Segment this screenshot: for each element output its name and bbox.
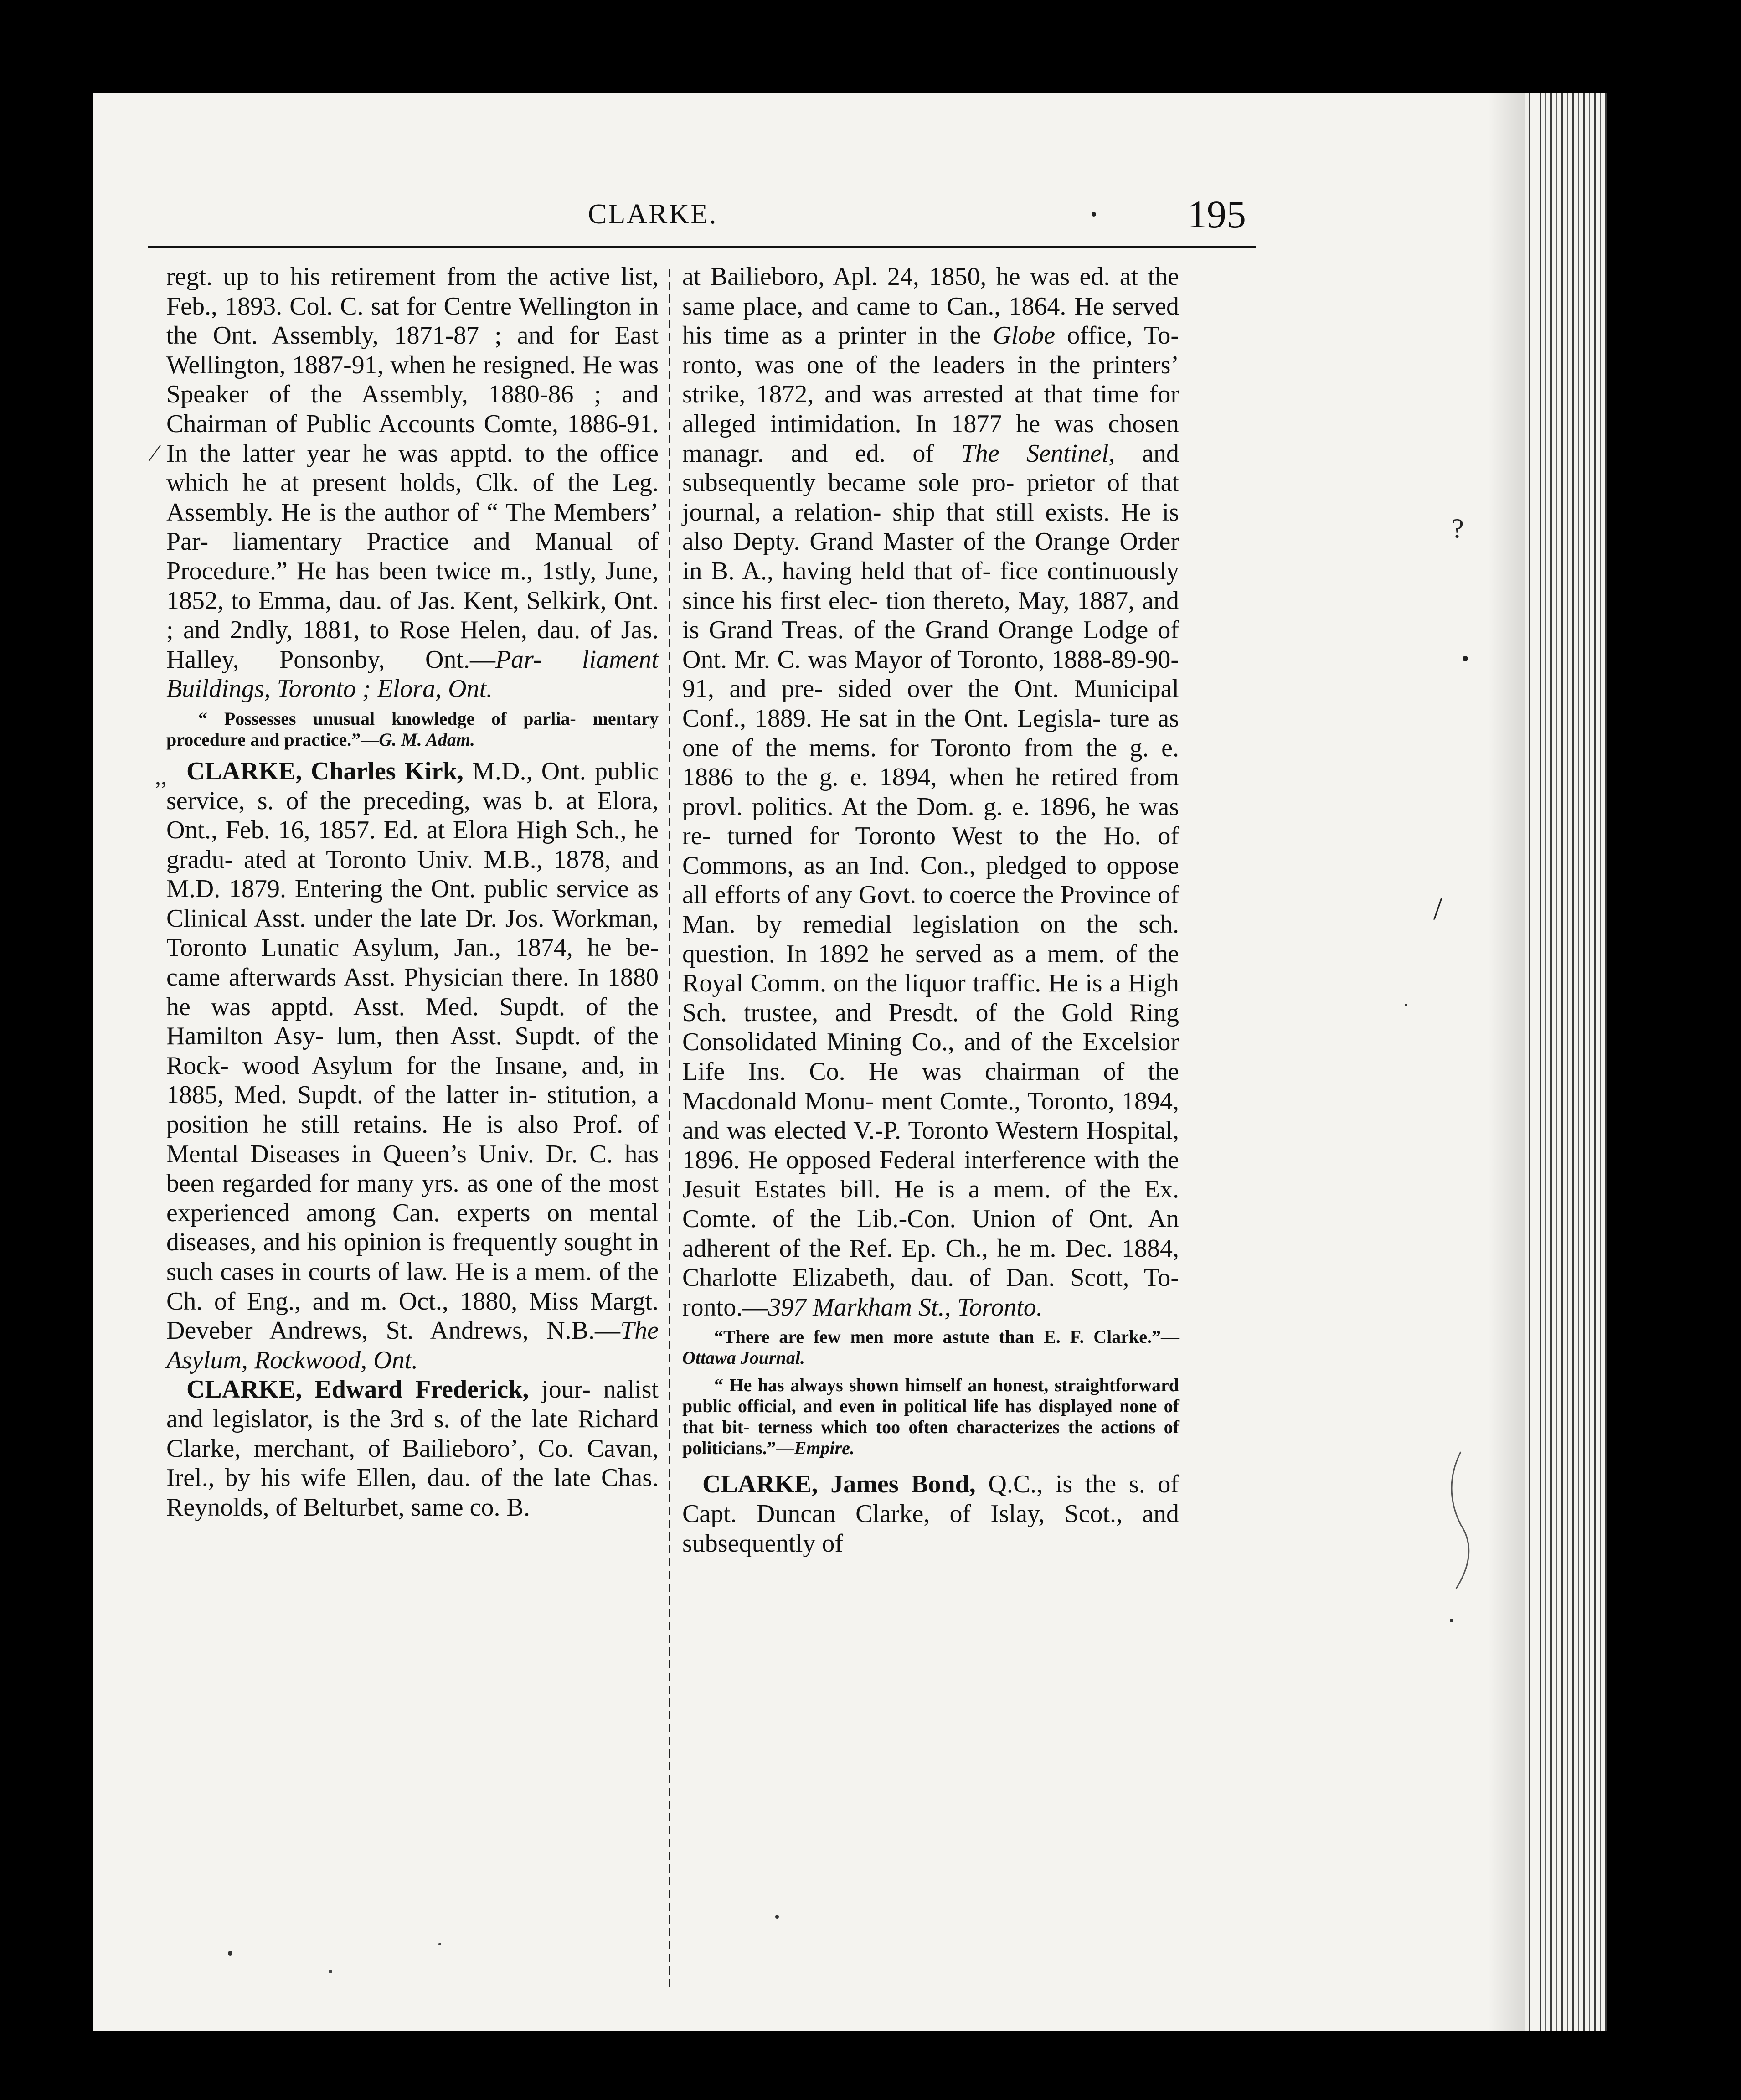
text-line: the office which he at present holds, — [166, 439, 659, 497]
text-line: Ring Consolidated Mining Co., and of — [682, 998, 1180, 1057]
text-line: at Bailieboro, Apl. 24, 1850, he was — [682, 263, 1070, 291]
text-line: public service, s. of the preceding, — [166, 757, 659, 815]
text-line: Lodge of Ont. Mr. C. was Mayor — [682, 616, 1180, 674]
text-line: arrested at that time for alleged — [682, 380, 1179, 438]
text-line: Oct., 1880, Miss Margt. Deveber — [166, 1287, 659, 1345]
text-line: Grand Treas. of the Grand Orange — [709, 616, 1074, 645]
text-line: In the latter year he was apptd. to — [166, 439, 545, 468]
text-line: At the Dom. g. e. 1896, he was re- — [682, 792, 1179, 851]
text-line: prietor of that journal, a relation- — [682, 469, 1179, 526]
text-line: ated at Toronto Univ. M.B., 1878, — [243, 845, 611, 874]
text-line: Govt. to coerce the Province of Man. — [682, 881, 1179, 939]
text-line: wood Asylum for the Insane, and, — [242, 1051, 625, 1080]
text-line: trustee, and Presdt. of the Gold — [743, 998, 1113, 1027]
text-line: when he retired from provl. politics. — [682, 763, 1179, 821]
text-line: M.D., Ont. — [472, 757, 586, 785]
text-line: jour- — [541, 1375, 591, 1404]
text-line: by remedial legislation on the sch. — [756, 910, 1180, 939]
text-line: office, To- — [1055, 321, 1180, 350]
text-line: Jas. Halley, Ponsonby, Ont.— — [166, 616, 659, 674]
quote-source: G. M. Adam. — [379, 729, 475, 750]
text-line: opinion is frequently sought in such — [166, 1228, 659, 1286]
text-line: his wife Ellen, dau. of the late Chas. — [261, 1464, 659, 1492]
running-head: CLARKE. — [588, 199, 718, 230]
text-line: of Jas. Kent, Selkirk, Ont. ; and — [166, 586, 659, 645]
text-line: turned for Toronto West to the Ho. — [727, 822, 1141, 851]
text-line: was b. at Elora, Ont., Feb. 16, 1857. — [166, 786, 659, 845]
text-line: and M.D. 1879. Entering the Ont. — [166, 845, 659, 903]
text-line: Ont. An adherent of the Ref. Ep. — [682, 1205, 1179, 1263]
quote-source: Ottawa Journal. — [682, 1347, 805, 1368]
text-line: ment Comte., Toronto, 1894, and — [682, 1087, 1179, 1145]
address-italic: The — [620, 1316, 659, 1345]
text-line: Depty. Grand Master of the Orange — [733, 527, 1110, 556]
text-line: of Toronto, 1888-89-90-91, and pre- — [682, 645, 1180, 703]
newspaper-title: The Sentinel, — [961, 439, 1115, 468]
text-line: of Commons, as an Ind. Con., — [682, 822, 1179, 880]
address-italic: liament Buildings, Toronto ; Elora, — [166, 645, 659, 703]
margin-mark: ,, — [155, 764, 167, 790]
text-line: question. In 1892 he served as a — [682, 939, 1036, 968]
text-line: public service as Clinical Asst. under — [166, 875, 659, 933]
text-line: of Public Accounts Comte, 1886-91. — [276, 409, 659, 438]
entry-name: CLARKE, James Bond, — [702, 1470, 976, 1499]
text-line: ture as one of the mems. for Toronto — [682, 704, 1180, 762]
address-italic: 397 Markham St., Toronto. — [768, 1293, 1043, 1321]
text-line: Comte. of the Lib.-Con. Union of — [682, 1205, 1073, 1233]
quote-text: “ Possesses unusual knowledge of parlia- mentary procedure and practice.”— — [166, 708, 659, 750]
text-line: there. In 1880 he was apptd. Asst. — [166, 963, 659, 1021]
text-line: 2ndly, 1881, to Rose Helen, dau. of — [230, 616, 612, 645]
text-line: and subsequently became sole pro- — [682, 439, 1179, 497]
text-line: interference with the Jesuit Estates — [682, 1145, 1180, 1204]
text-line: the Excelsior Life Ins. Co. He was — [682, 1028, 1179, 1086]
text-line: regarded for many yrs. as one of — [222, 1169, 562, 1198]
text-line: Q.C., is — [988, 1470, 1073, 1499]
text-line: sided over the Ont. Municipal Conf., — [682, 675, 1179, 733]
margin-mark: ⁄ — [153, 440, 157, 466]
address-italic: Ont. — [448, 675, 493, 703]
text-line: Lunatic Asylum, Jan., 1874, he be- — [261, 934, 659, 962]
text-line: from the g. e. 1886 to the g. e. 1894, — [682, 733, 1180, 792]
text-line: 1889. He sat in the Ont. Legisla- — [754, 704, 1101, 733]
book-page — [93, 93, 1607, 2031]
text-line: sat for Centre Wellington in the — [166, 292, 659, 350]
page-number: 195 — [1187, 192, 1246, 236]
quote-text: “There are few men more astute than E. F. Clarke.”— — [714, 1326, 1179, 1347]
text-line: the author of “ The Members’ Par- — [166, 498, 659, 556]
text-line: Order in B. A., having held that of- — [682, 527, 1180, 585]
text-line: Andrews, St. Andrews, N.B.— — [269, 1316, 620, 1345]
text-line: was elected V.-P. Toronto Western — [726, 1116, 1079, 1145]
text-line: Hospital, 1896. He opposed Federal — [682, 1116, 1179, 1174]
text-line: Ont. Assembly, 1871-87 ; and for — [213, 321, 599, 350]
text-line: ship that still exists. He is also — [682, 498, 1180, 556]
text-line: printers’ strike, 1872, and was — [682, 351, 1180, 409]
text-line: Islay, Scot., and subsequently of — [682, 1499, 1179, 1558]
text-line: came afterwards Asst. Physician — [166, 963, 504, 992]
text-line: managr. and ed. of — [682, 439, 961, 468]
text-line: in 1885, Med. Supdt. of the latter in- — [166, 1051, 659, 1109]
text-line: ronto.— — [682, 1293, 768, 1321]
text-line: He is also Prof. of Mental Diseases — [166, 1110, 659, 1168]
text-line: a printer in the — [814, 321, 993, 350]
text-line: Elizabeth, dau. of Dan. Scott, To- — [793, 1264, 1179, 1292]
address-italic: Asylum, Rockwood, Ont. — [166, 1346, 418, 1374]
text-line: ronto, was one of the leaders in the — [682, 351, 1081, 379]
text-line: in Queen’s Univ. Dr. C. has been — [166, 1140, 659, 1198]
text-line: active list, Feb., 1893. Col. C. — [166, 263, 659, 320]
text-line: Can., 1864. He served his time as — [682, 292, 1179, 350]
text-line: liquor traffic. He is a High Sch. — [682, 969, 1179, 1027]
text-line: of Bailieboro’, Co. Cavan, Irel., by — [166, 1434, 659, 1492]
text-line: Med. Supdt. of the Hamilton Asy- — [166, 992, 659, 1051]
text-line: Ch., he m. Dec. 1884, Charlotte — [682, 1234, 1180, 1292]
text-line: experts on mental diseases, and his — [166, 1198, 659, 1257]
text-line: stitution, a position he still retains. — [166, 1081, 659, 1139]
text-line: the most experienced among Can. — [166, 1169, 659, 1227]
text-line: mem. of the Royal Comm. on the — [682, 939, 1179, 998]
text-line: bill. He is a mem. of the Ex. — [840, 1175, 1180, 1204]
text-line: Reynolds, of Belturbet, same co. B. — [166, 1493, 530, 1522]
text-line: Assembly, 1880-86 ; and Chairman — [166, 380, 659, 438]
margin-mark: ? — [1452, 513, 1464, 543]
newspaper-title: Globe — [993, 321, 1056, 350]
entry-name: CLARKE, Charles Kirk, — [186, 757, 464, 785]
text-line: the late Richard Clarke, merchant, — [166, 1404, 659, 1463]
text-line: m., 1stly, June, 1852, to Emma, dau. — [166, 557, 659, 615]
text-line: the late Dr. Jos. Workman, Toronto — [166, 904, 659, 962]
text-line: pledged to oppose all efforts of any — [682, 851, 1180, 909]
text-line: liamentary Practice and Manual of — [233, 527, 659, 556]
text-line: cases in courts of law. He is a — [220, 1258, 527, 1286]
margin-mark: / — [1433, 892, 1442, 927]
text-line: Ed. at Elora High Sch., he gradu- — [166, 816, 659, 874]
quote-text: “ He has always shown himself an honest, straightforward public official, and even in political life has displayed none of that bit- terness which too often characterizes the actions of politicians.”— — [682, 1375, 1179, 1459]
text-line: regt. up to his retirement from the — [166, 263, 539, 291]
text-line: intimidation. In 1877 he was chosen — [770, 409, 1179, 438]
address-italic: Par- — [495, 645, 542, 674]
text-line: mem. of the Ch. of Eng., and m. — [166, 1258, 659, 1316]
text-line: resigned. He was Speaker of the — [166, 351, 659, 409]
text-line: Procedure.” He has been twice — [166, 557, 491, 585]
text-line: the s. of Capt. Duncan Clarke, of — [682, 1470, 1179, 1528]
text-line: chairman of the Macdonald Monu- — [682, 1058, 1180, 1115]
scan-specks — [93, 93, 1607, 2031]
quote-source: Empire. — [794, 1438, 855, 1459]
text-line: Clk. of the Leg. Assembly. He is — [166, 469, 659, 526]
text-line: East Wellington, 1887-91, when he — [166, 321, 659, 379]
text-line: nalist and legislator, is the 3rd s. of — [166, 1375, 659, 1433]
text-line: fice continuously since his first elec- — [682, 557, 1180, 615]
entry-name: CLARKE, Edward Frederick, — [186, 1375, 529, 1404]
text-line: ed. at the same place, and came to — [682, 263, 1179, 320]
text-line: tion thereto, May, 1887, and is — [682, 586, 1179, 645]
text-line: lum, then Asst. Supdt. of the Rock- — [166, 1022, 659, 1080]
